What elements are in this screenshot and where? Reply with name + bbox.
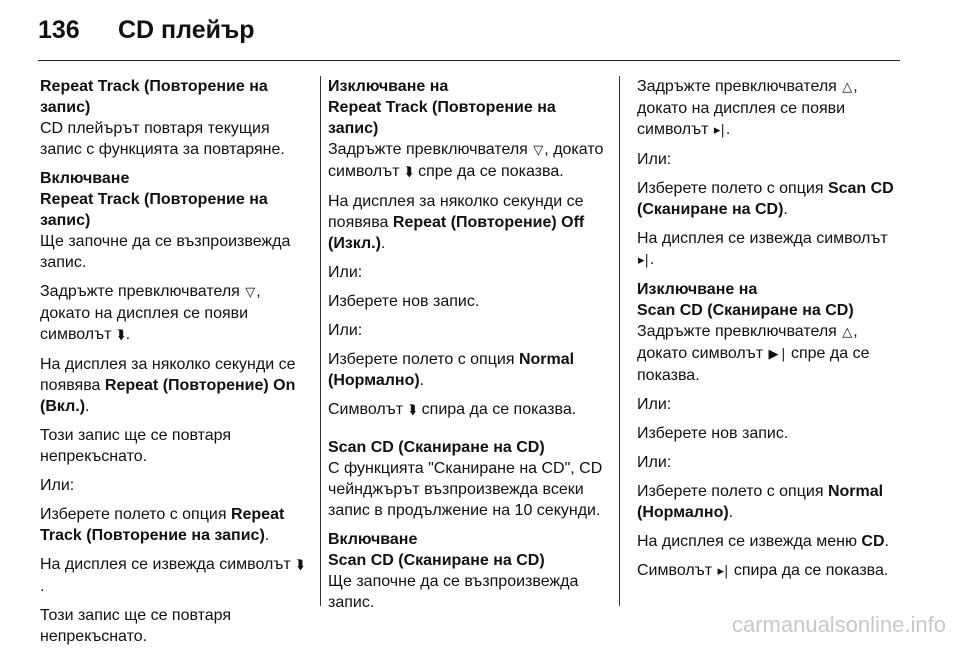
paragraph: Или: xyxy=(328,322,363,339)
scan-icon: ▸| xyxy=(717,564,729,579)
subheading-repeat-track: Repeat Track (Повторение на запис) xyxy=(328,99,556,137)
paragraph: Задръжте превключвателя ▽, докато на дисплея се появи символът ⮯. xyxy=(40,281,308,346)
paragraph: На дисплея се извежда символът ▸|. xyxy=(637,228,905,271)
paragraph: Ще започне да се възпроизвежда запис. xyxy=(328,573,579,611)
paragraph: Или: xyxy=(637,454,672,471)
paragraph: Изберете нов запис. xyxy=(637,425,789,442)
paragraph: Задръжте превключвателя △, докато на дисплея се появи символът ▸|. xyxy=(637,76,905,141)
subheading-enable: Включване xyxy=(40,170,130,187)
paragraph: На дисплея се извежда символът ⮯. xyxy=(40,556,304,595)
repeat-icon: ⮯ xyxy=(296,558,304,573)
paragraph: Или: xyxy=(40,477,75,494)
paragraph: Изберете полето с опция Normal (Нормално). xyxy=(637,483,884,521)
seek-up-icon: △ xyxy=(842,80,853,95)
subheading-enable: Включване xyxy=(328,531,418,548)
repeat-icon: ⮯ xyxy=(408,403,417,418)
column-1 xyxy=(40,76,308,655)
subheading-scan-cd: Scan CD (Сканиране на CD) xyxy=(328,552,545,569)
paragraph: Този запис ще се повтаря непрекъснато. xyxy=(40,427,232,465)
column-divider-1 xyxy=(320,76,321,606)
column-divider-2 xyxy=(619,76,620,606)
paragraph: Ще започне да се възпроизвежда запис. xyxy=(40,233,291,271)
paragraph: Символът ▸| спира да се показва. xyxy=(637,560,905,582)
paragraph: Задръжте превключвателя ▽, докато символът ⮯ спре да се показва. xyxy=(328,139,608,183)
page-header xyxy=(38,14,900,44)
subheading-repeat-track: Repeat Track (Повторение на запис) xyxy=(40,191,268,229)
repeat-icon: ⮯ xyxy=(116,328,125,343)
seek-down-icon: ▽ xyxy=(245,285,256,300)
subheading-disable: Изключване на xyxy=(328,78,449,95)
paragraph: Задръжте превключвателя △, докато символът ▶ | спре да се показва. xyxy=(637,323,870,384)
header-rule xyxy=(38,60,900,61)
scan-icon: ▸| xyxy=(638,253,649,268)
paragraph: Изберете нов запис. xyxy=(328,293,480,310)
seek-down-icon: ▽ xyxy=(533,143,544,158)
paragraph: С функцията "Сканиране на CD", CD чейнджърът възпроизвежда всеки запис в продължение на 10 секунди. xyxy=(328,460,603,519)
section-heading-repeat-track: Repeat Track (Повторение на запис) xyxy=(40,78,268,116)
paragraph: Изберете полето с опция Repeat Track (Повторение на запис). xyxy=(40,506,285,544)
paragraph: Или: xyxy=(637,396,672,413)
chapter-title: CD плейър xyxy=(118,16,255,44)
paragraph: Или: xyxy=(637,151,672,168)
paragraph: Или: xyxy=(328,264,363,281)
page-number: 136 xyxy=(38,16,80,44)
scan-icon: ▸| xyxy=(713,123,725,138)
subheading-scan-cd: Scan CD (Сканиране на CD) xyxy=(637,302,854,319)
paragraph: Този запис ще се повтаря непрекъснато. xyxy=(40,607,232,645)
play-next-icon: ▶ | xyxy=(768,347,786,362)
paragraph: На дисплея за няколко секунди се появява Repeat (Повторение) Off (Изкл.). xyxy=(328,193,585,252)
section-heading-scan-cd: Scan CD (Сканиране на CD) xyxy=(328,439,545,456)
column-2 xyxy=(328,76,608,621)
paragraph: На дисплея за няколко секунди се появява Repeat (Повторение) On (Вкл.). xyxy=(40,356,296,415)
subheading-disable: Изключване на xyxy=(637,281,758,298)
seek-up-icon: △ xyxy=(842,325,853,340)
column-3 xyxy=(637,76,905,590)
paragraph: Изберете полето с опция Normal (Нормално). xyxy=(328,351,575,389)
paragraph: CD плейърът повтаря текущия запис с функцията за повтаряне. xyxy=(40,120,285,158)
paragraph: Изберете полето с опция Scan CD (Сканиране на CD). xyxy=(637,180,894,218)
repeat-icon: ⮯ xyxy=(404,165,413,180)
paragraph: Символът ⮯ спира да се показва. xyxy=(328,399,608,421)
watermark: carmanualsonline.info xyxy=(731,612,946,637)
paragraph: На дисплея се извежда меню CD. xyxy=(637,533,889,550)
